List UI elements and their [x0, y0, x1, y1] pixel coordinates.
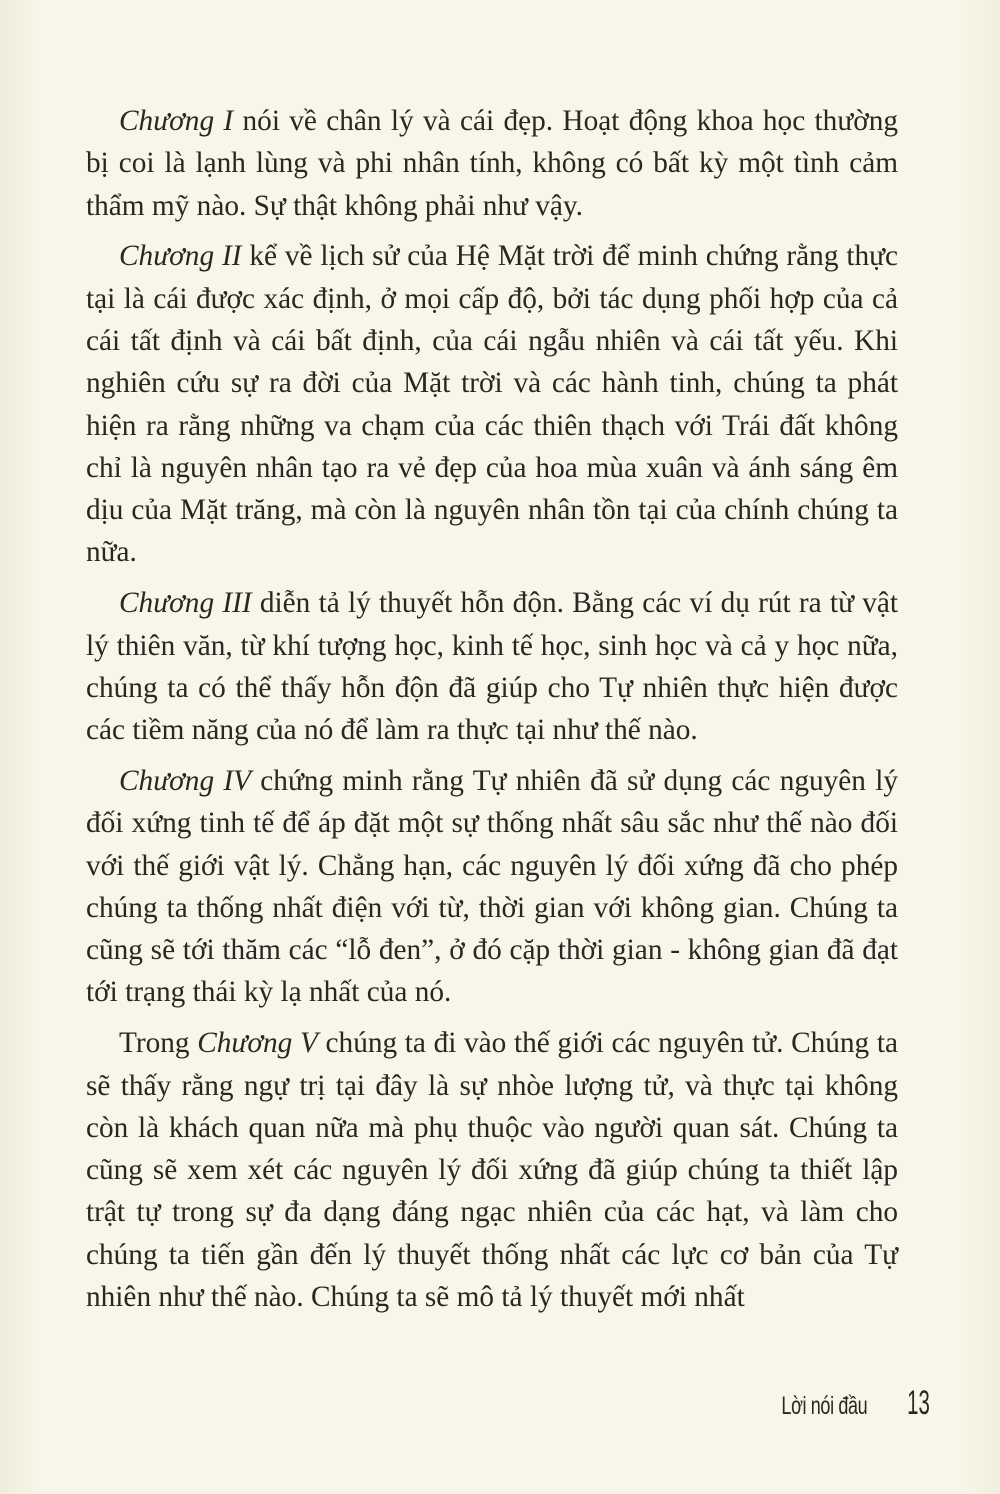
paragraph-text: chúng ta đi vào thế giới các nguyên tử. Chúng ta sẽ thấy rằng ngự trị tại đây là sự nhòe lượng tử, và thực tại không còn là khách quan nữa mà phụ thuộc vào người quan sát. Chúng ta cũng sẽ xem xét các nguyên lý đối xứng đã giúp chúng ta thiết lập trật tự trong sự đa dạng đáng ngạc nhiên của các hạt, và làm cho chúng ta tiến gần đến lý thuyết thống nhất các lực cơ bản của Tự nhiên như thế nào. Chúng ta sẽ mô tả lý thuyết mới nhất	[86, 1027, 898, 1314]
body-text	[86, 100, 898, 1327]
chapter-reference: Chương IV	[119, 764, 252, 797]
chapter-reference: Chương V	[197, 1027, 318, 1060]
paragraph-chapter-2	[86, 235, 898, 573]
paragraph-text: nói về chân lý và cái đẹp. Hoạt động khoa học thường bị coi là lạnh lùng và phi nhân tính, không có bất kỳ một tình cảm thẩm mỹ nào. Sự thật không phải như vậy.	[86, 105, 898, 222]
chapter-reference: Chương I	[119, 105, 234, 137]
paragraph-chapter-5	[86, 1022, 898, 1318]
chapter-reference: Chương III	[119, 587, 252, 620]
paragraph-lead: Trong	[119, 1027, 198, 1060]
paragraph-chapter-4	[86, 760, 898, 1014]
paragraph-text: chứng minh rằng Tự nhiên đã sử dụng các nguyên lý đối xứng tinh tế để áp đặt một sự thống nhất sâu sắc như thế nào đối với thế giới vật lý. Chẳng hạn, các nguyên lý đối xứng đã cho phép chúng ta thống nhất điện với từ, thời gian với không gian. Chúng ta cũng sẽ tới thăm các “lỗ đen”, ở đó cặp thời gian - không gian đã đạt tới trạng thái kỳ lạ nhất của nó.	[86, 764, 899, 1009]
paragraph-chapter-3	[86, 582, 898, 751]
paragraph-chapter-1	[86, 100, 898, 227]
paragraph-text: diễn tả lý thuyết hỗn độn. Bằng các ví dụ rút ra từ vật lý thiên văn, từ khí tượng học, kinh tế học, sinh học và cả y học nữa, chúng ta có thể thấy hỗn độn đã giúp cho Tự nhiên thực hiện được các tiềm năng của nó để làm ra thực tại như thế nào.	[86, 587, 898, 747]
running-footer-section-title: Lời nói đầu	[781, 1392, 868, 1420]
page-number: 13	[907, 1384, 930, 1422]
paragraph-text: kể về lịch sử của Hệ Mặt trời để minh chứng rằng thực tại là cái được xác định, ở mọi cấp độ, bởi tác dụng phối hợp của cả cái tất định và cái bất định, của cái ngẫu nhiên và cái tất yếu. Khi nghiên cứu sự ra đời của Mặt trời và các hành tinh, chúng ta phát hiện ra rằng những va chạm của các thiên thạch với Trái đất không chỉ là nguyên nhân tạo ra vẻ đẹp của hoa mùa xuân và ánh sáng êm dịu của Mặt trăng, mà còn là nguyên nhân tồn tại của chính chúng ta nữa.	[86, 240, 898, 569]
chapter-reference: Chương II	[119, 240, 242, 273]
page-footer	[748, 1384, 930, 1423]
